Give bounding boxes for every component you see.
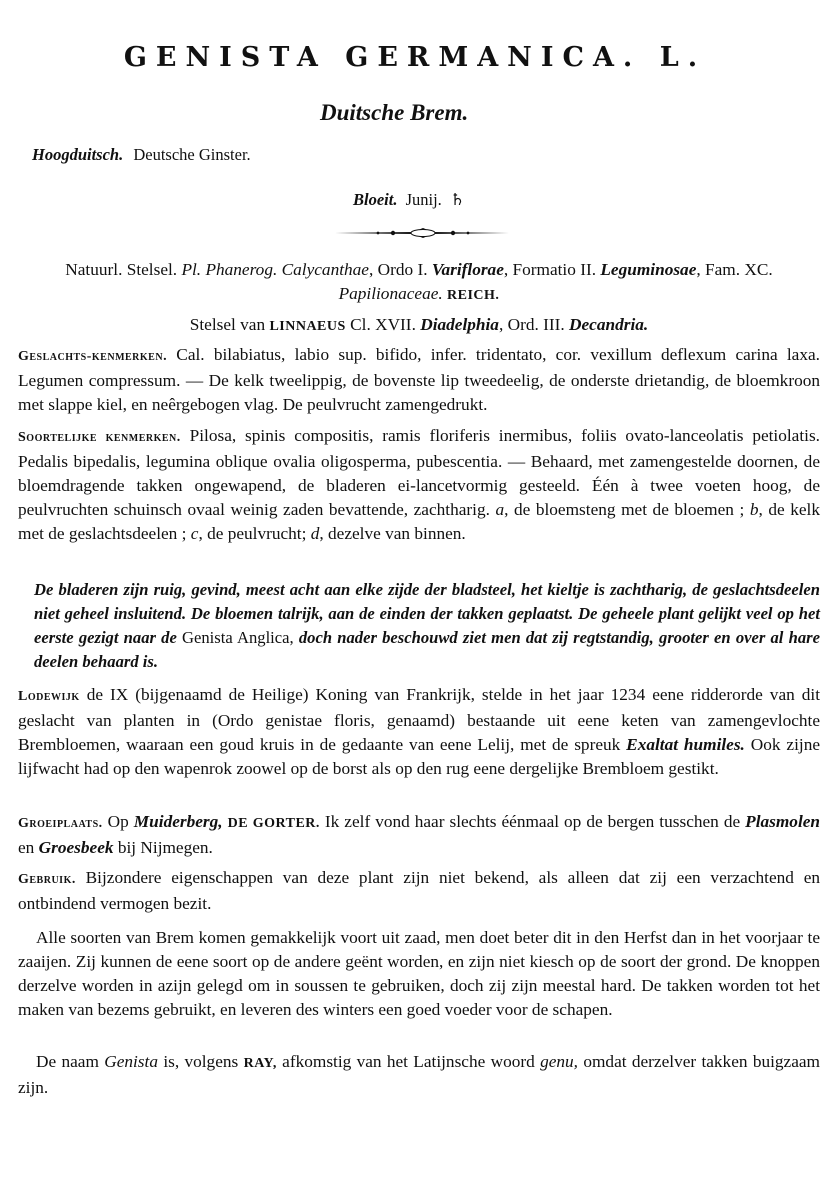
bloei-line (353, 190, 465, 210)
page-title: GENISTA GERMANICA. L. (123, 42, 707, 73)
german-name: Deutsche Ginster. (133, 145, 251, 164)
natuurl-stelsel: Natuurl. Stelsel. Pl. Phanerog. Calycanthae, Ordo I. Variflorae, Formatio II. Leguminosae, Fam. XC. Papilionaceae. REICH. (65, 260, 773, 303)
bloei-label: Bloeit. (353, 190, 398, 209)
geslachts-kenmerken: Geslachts-kenmerken. Cal. bilabiatus, labio sup. bifido, infer. tridentato, cor. vexillum deflexum carina laxa. Legumen compressum. — De kelk tweelippig, de bovenste lip tweedeelig, de onderste drietandig, de bloemkroon met slappe kiel, en neêrgebogen vlag. De peulvrucht zamengedrukt. (18, 345, 820, 414)
saturn-symbol-icon: ♄ (449, 190, 465, 209)
dutch-name: Duitsche Brem. (320, 100, 469, 125)
ornament-divider (333, 226, 513, 240)
observation-paragraph: De bladeren zijn ruig, gevind, meest acht aan elke zijde der bladsteel, het kieltje is zachtharig, de geslachtsdeelen niet geheel insluitend. De bloemen talrijk, aan de einden der takken geplaatst. De geheele plant gelijkt veel op het eerste gezigt naar de Genista Anglica, doch nader beschouwd ziet men dat zij regtstandig, grooter en over al hare deelen behaard is. (34, 580, 820, 671)
bloei-month: Junij. (405, 190, 442, 209)
german-name-line (32, 145, 251, 165)
gebruik-paragraph: Gebruik. Bijzondere eigenschappen van deze plant zijn niet bekend, als alleen dat zij een verzachtend en ontbindend vermogen bezit. (18, 868, 821, 913)
linnaeus-stelsel: Stelsel van LINNAEUS Cl. XVII. Diadelphia, Ord. III. Decandria. (189, 315, 649, 334)
german-label: Hoogduitsch. (32, 145, 124, 164)
soortelijke-kenmerken: Soortelijke kenmerken. Pilosa, spinis compositis, ramis floriferis inermibus, foliis ovato-lanceolatis petiolatis. Pedalis bipedalis, legumina oblique ovalia oligosperma, pubescentia. — Behaard, met zamengestelde doornen, de bloemdragende takken ongewapend, de bladeren ei-lancetvormig gesteeld. Één à twee voeten hoog, de peulvruchten schuinsch ovaal weinig zaden bevattende, zachtharig. a, de bloemsteng met de bloemen ; b, de kelk met de geslachtsdeelen ; c, de peulvrucht; d, dezelve van binnen. (18, 426, 820, 543)
naam-paragraph: De naam Genista is, volgens RAY, afkomstig van het Latijnsche woord genu, omdat derzelver takken buigzaam zijn. (18, 1052, 821, 1097)
groeiplaats-paragraph: Groeiplaats. Op Muiderberg, DE GORTER. Ik zelf vond haar slechts éénmaal op de bergen tusschen de Plasmolen en Groesbeek bij Nijmegen. (18, 812, 821, 857)
alle-soorten-paragraph: Alle soorten van Brem komen gemakkelijk voort uit zaad, men doet beter dit in den Herfst dan in het voorjaar te zaaijen. Zij kunnen de eene soort op de andere geënt worden, en zijn niet kiesch op de soort der grond. De knoppen derzelve worden in azijn gelegd om in soussen te gebruiken, doch zij zijn meestal hard. De takken worden tot het maken van bezems gebruikt, en leveren des winters een goed voeder voor de schapen. (18, 928, 820, 1019)
lodewijk-paragraph: Lodewijk de IX (bijgenaamd de Heilige) Koning van Frankrijk, stelde in het jaar 1234 eene ridderorde van dit geslacht van planten in (Ordo genistae floris, genaamd) bestaande uit eene keten van zamengevlochte Brembloemen, waaraan een goud kruis in de gedaante van eene Lelij, met de spreuk Exaltat humiles. Ook zijne lijfwacht had op den wapenrok zoowel op de borst als op den rug eene dergelijke Brembloem gestikt. (18, 685, 821, 778)
